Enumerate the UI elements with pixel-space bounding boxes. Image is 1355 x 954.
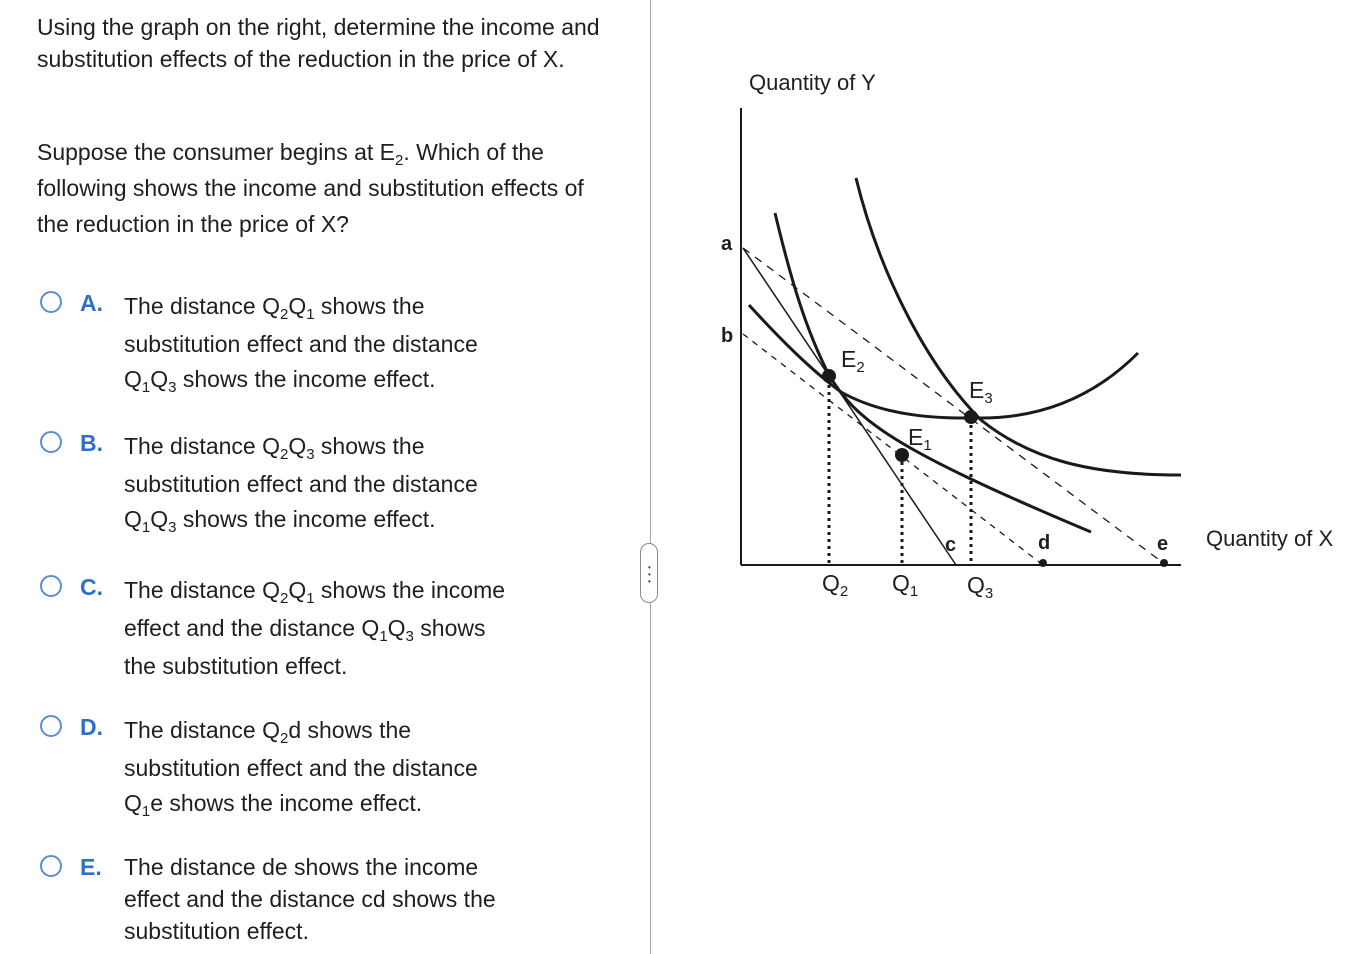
e1-point bbox=[895, 448, 909, 462]
e3-point bbox=[964, 410, 978, 424]
option-line bbox=[124, 915, 594, 947]
option-text bbox=[124, 711, 594, 819]
option-text-run: e shows the income effect. bbox=[150, 790, 423, 816]
option-c[interactable] bbox=[38, 571, 598, 691]
option-subscript: 2 bbox=[279, 730, 289, 747]
question-panel bbox=[0, 0, 650, 954]
radio-button[interactable] bbox=[40, 291, 62, 313]
option-text-run: substitution effect and the distance bbox=[124, 471, 478, 497]
option-subscript: 3 bbox=[168, 379, 177, 396]
option-text-run: shows the income bbox=[314, 577, 506, 603]
q3-label: $Q_3$ bbox=[967, 572, 994, 602]
x-axis-label: Quantity of X bbox=[1206, 526, 1334, 551]
budget-line-ae bbox=[743, 248, 1169, 565]
option-line bbox=[124, 647, 594, 685]
option-text-run: The distance de shows the income bbox=[124, 854, 479, 880]
radio-button[interactable] bbox=[40, 715, 62, 737]
option-text-run: shows the bbox=[314, 433, 425, 459]
option-subscript: 3 bbox=[306, 446, 315, 463]
question-before: Suppose the consumer begins at E bbox=[37, 139, 396, 165]
handle-grip-icon: • • • bbox=[648, 563, 651, 586]
option-text-run: The distance Q bbox=[124, 433, 280, 459]
option-b[interactable] bbox=[38, 427, 598, 537]
option-subscript: 1 bbox=[306, 590, 315, 607]
option-line bbox=[124, 749, 594, 787]
option-subscript: 1 bbox=[141, 379, 151, 396]
option-line bbox=[124, 325, 594, 363]
q2-label: $Q_2$ bbox=[822, 570, 849, 600]
option-text bbox=[124, 287, 594, 395]
option-subscript: 2 bbox=[279, 590, 289, 607]
option-subscript: 1 bbox=[141, 803, 151, 820]
option-d[interactable] bbox=[38, 711, 598, 821]
indifference-curve-1 bbox=[775, 213, 1091, 532]
option-line bbox=[124, 787, 594, 819]
radio-button[interactable] bbox=[40, 575, 62, 597]
e3-label: $E_3$ bbox=[969, 377, 993, 407]
option-line bbox=[124, 571, 594, 609]
point-e-label: e bbox=[1157, 533, 1169, 555]
point-c-label: c bbox=[945, 534, 957, 556]
option-text-run: Q bbox=[288, 293, 307, 319]
option-subscript: 1 bbox=[141, 519, 151, 536]
option-subscript: 3 bbox=[405, 628, 414, 645]
option-text-run: Q bbox=[150, 366, 169, 392]
option-letter: A. bbox=[80, 290, 103, 316]
option-text-run: Q bbox=[150, 506, 169, 532]
option-text-run: Q bbox=[124, 790, 142, 816]
option-text-run: shows the income effect. bbox=[176, 366, 436, 392]
e1-label: $E_1$ bbox=[908, 424, 932, 454]
option-line bbox=[124, 609, 594, 647]
option-text-run: The distance Q bbox=[124, 577, 280, 603]
option-text-run: substitution effect and the distance bbox=[124, 331, 478, 357]
option-text-run: Q bbox=[387, 615, 406, 641]
option-subscript: 1 bbox=[306, 306, 315, 323]
option-letter: D. bbox=[80, 714, 103, 740]
option-text-run: Q bbox=[124, 506, 142, 532]
e2-label: $E_2$ bbox=[841, 346, 865, 376]
option-letter: C. bbox=[80, 574, 103, 600]
option-line bbox=[124, 363, 594, 395]
option-subscript: 2 bbox=[279, 306, 289, 323]
radio-button[interactable] bbox=[40, 855, 62, 877]
option-text bbox=[124, 571, 594, 685]
question-text bbox=[37, 134, 607, 242]
indifference-graph bbox=[651, 0, 1355, 954]
budget-line-bd bbox=[743, 334, 1043, 565]
radio-button[interactable] bbox=[40, 431, 62, 453]
option-subscript: 1 bbox=[379, 628, 388, 645]
intro-text: Using the graph on the right, determine the income and substitution effects of the reduction in the price of X. bbox=[37, 14, 600, 72]
option-line bbox=[124, 427, 594, 465]
option-text-run: effect and the distance cd shows the bbox=[124, 886, 496, 912]
option-text bbox=[124, 427, 594, 535]
indifference-curve-3 bbox=[856, 178, 1181, 475]
point-b-label: b bbox=[721, 325, 734, 347]
option-text-run: shows the income effect. bbox=[176, 506, 436, 532]
option-text-run: substitution effect and the distance bbox=[124, 755, 478, 781]
option-text-run: Q bbox=[288, 433, 307, 459]
option-line bbox=[124, 465, 594, 503]
option-e[interactable] bbox=[38, 851, 598, 951]
option-subscript: 2 bbox=[279, 446, 289, 463]
option-line bbox=[124, 503, 594, 535]
y-axis-label: Quantity of Y bbox=[749, 70, 876, 95]
question-after: . Which of the following shows the income and substitution effects of the reduction in the price of X? bbox=[37, 139, 584, 237]
option-line bbox=[124, 711, 594, 749]
question-sub: 2 bbox=[395, 152, 404, 169]
option-letter: B. bbox=[80, 430, 103, 456]
option-subscript: 3 bbox=[168, 519, 177, 536]
budget-line-ac bbox=[743, 248, 956, 565]
option-letter: E. bbox=[80, 854, 102, 880]
option-text-run: shows bbox=[413, 615, 486, 641]
option-text-run: the substitution effect. bbox=[124, 653, 348, 679]
point-a-label: a bbox=[721, 233, 733, 255]
option-text-run: d shows the bbox=[288, 717, 412, 743]
option-line bbox=[124, 883, 594, 915]
d-point bbox=[1039, 559, 1047, 567]
option-text-run: The distance Q bbox=[124, 717, 280, 743]
graph-canvas bbox=[651, 0, 1355, 954]
option-text-run: shows the bbox=[314, 293, 425, 319]
q1-label: $Q_1$ bbox=[892, 570, 919, 600]
option-a[interactable] bbox=[38, 287, 598, 397]
option-line bbox=[124, 287, 594, 325]
point-d-label: d bbox=[1038, 532, 1051, 554]
option-text-run: The distance Q bbox=[124, 293, 280, 319]
e2-point bbox=[822, 369, 836, 383]
option-text-run: substitution effect. bbox=[124, 918, 309, 944]
option-line bbox=[124, 851, 594, 883]
option-text-run: Q bbox=[124, 366, 142, 392]
option-text-run: Q bbox=[288, 577, 307, 603]
option-text bbox=[124, 851, 594, 947]
option-text-run: effect and the distance Q bbox=[124, 615, 380, 641]
e-point bbox=[1160, 559, 1168, 567]
